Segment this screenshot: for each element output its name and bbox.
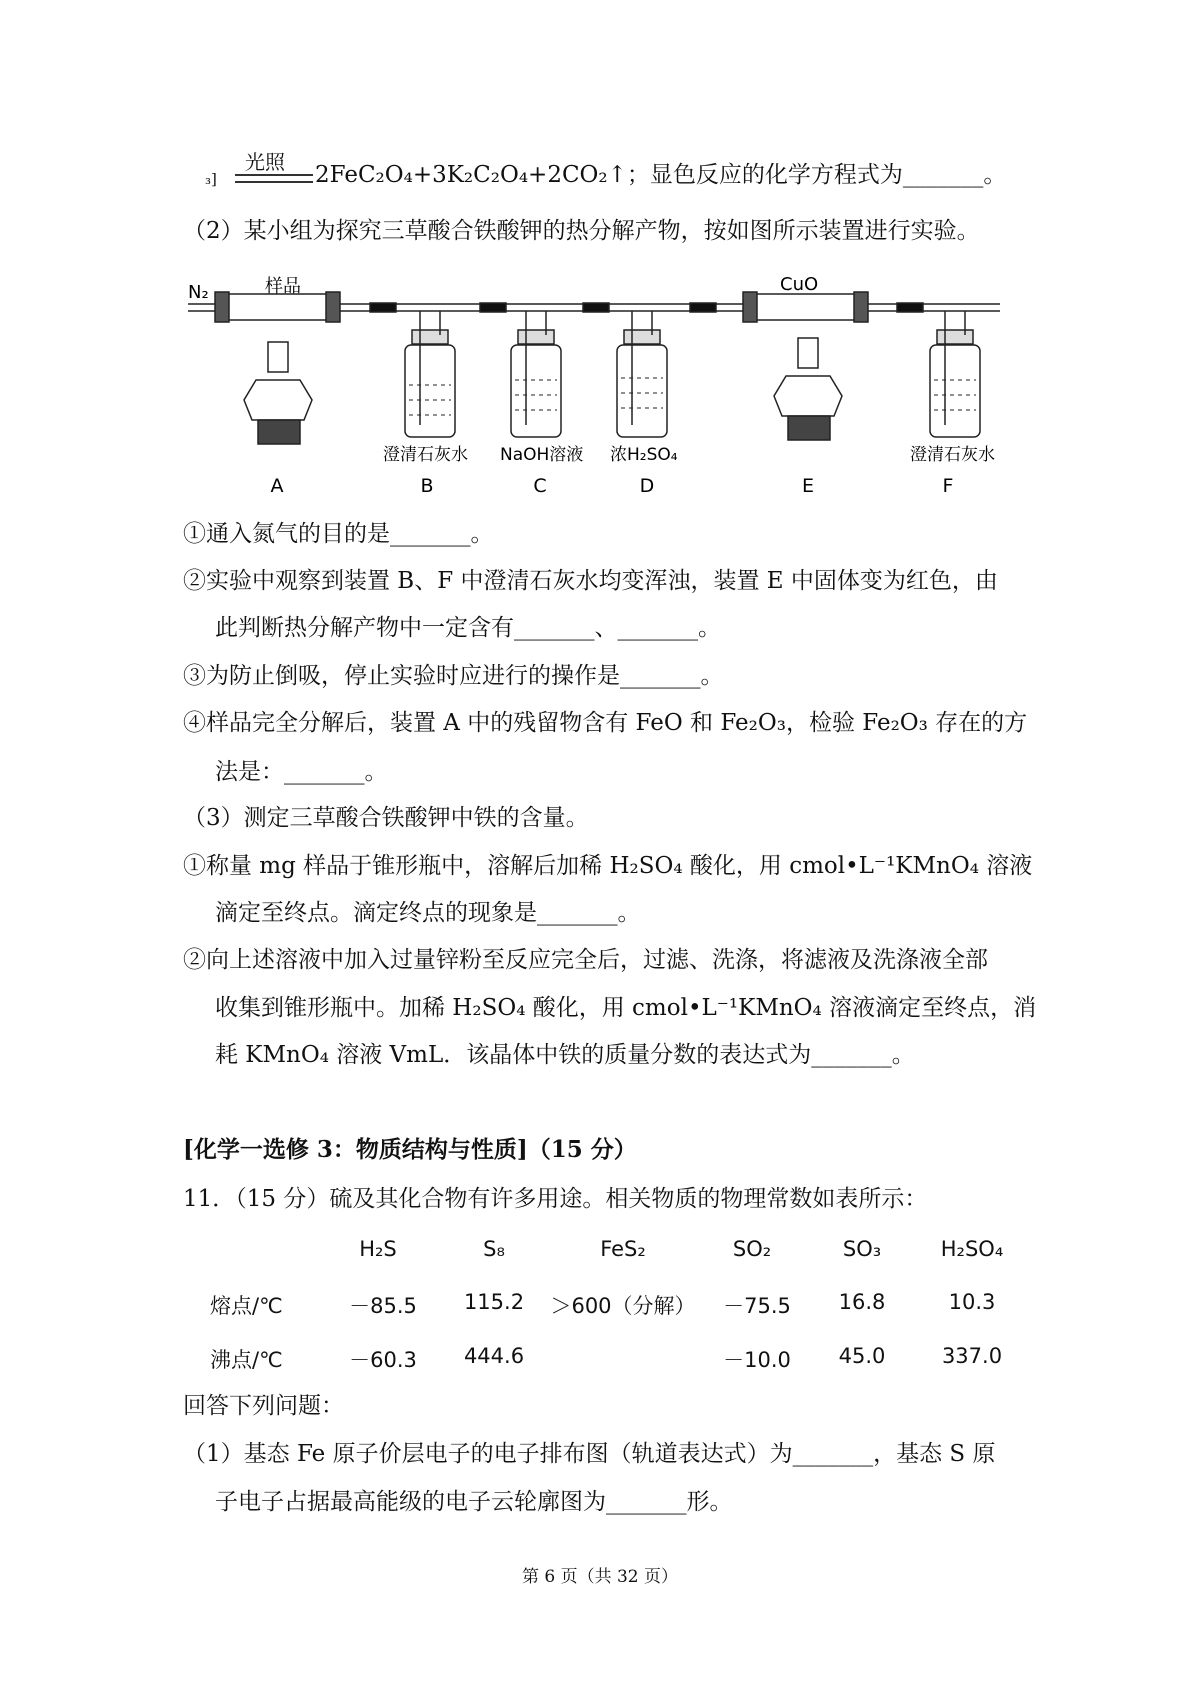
bottles	[405, 330, 980, 437]
letter-a: A	[270, 475, 284, 497]
burner-e	[774, 338, 842, 440]
subquestion-1a: （1）基态 Fe 原子价层电子的电子排布图（轨道表达式）为_______，基态 S 原	[183, 1441, 996, 1467]
burner-a	[244, 342, 312, 444]
question-3: ③为防止倒吸，停止实验时应进行的操作是_______。	[183, 663, 724, 689]
subquestion-1b: 子电子占据最高能级的电子云轮廓图为_______形。	[215, 1489, 733, 1515]
letter-c: C	[533, 475, 547, 497]
apparatus-diagram	[0, 0, 1200, 500]
table-cell: ＞600（分解）	[550, 1294, 696, 1318]
part3-intro: （3）测定三草酸合铁酸钾中铁的含量。	[183, 805, 589, 831]
letter-f: F	[942, 475, 954, 497]
table-cell: 16.8	[838, 1290, 886, 1314]
table-cell: －10.0	[723, 1348, 791, 1372]
table-cell: 10.3	[948, 1290, 996, 1314]
part3-q1b: 滴定至终点。滴定终点的现象是_______。	[215, 900, 641, 926]
bottle-label-d: 浓H₂SO₄	[610, 445, 678, 465]
table-header: S₈	[483, 1237, 505, 1261]
question-2a: ②实验中观察到装置 B、F 中澄清石灰水均变浑浊，装置 E 中固体变为红色，由	[183, 568, 998, 594]
bottle-label-b: 澄清石灰水	[383, 445, 468, 465]
table-header: H₂SO₄	[940, 1237, 1004, 1261]
letter-e: E	[801, 475, 815, 497]
table-header: SO₂	[732, 1237, 772, 1261]
letter-d: D	[639, 475, 655, 497]
part3-q2c: 耗 KMnO₄ 溶液 VmL．该晶体中铁的质量分数的表达式为_______。	[215, 1042, 915, 1068]
table-cell: －60.3	[349, 1348, 417, 1372]
part3-q2a: ②向上述溶液中加入过量锌粉至反应完全后，过滤、洗涤，将滤液及洗涤液全部	[183, 947, 988, 973]
part2-intro: （2）某小组为探究三草酸合铁酸钾的热分解产物，按如图所示装置进行实验。	[183, 218, 980, 244]
question-1: ①通入氮气的目的是_______。	[183, 521, 494, 547]
table-cell: －75.5	[723, 1294, 791, 1318]
question-4b: 法是：_______。	[215, 759, 388, 785]
question-2b: 此判断热分解产物中一定含有_______、_______。	[215, 615, 721, 641]
question-11: 11．（15 分）硫及其化合物有许多用途。相关物质的物理常数如表所示：	[183, 1186, 928, 1212]
part3-q2b: 收集到锥形瓶中。加稀 H₂SO₄ 酸化，用 cmol•L⁻¹KMnO₄ 溶液滴定至终点，消	[215, 995, 1037, 1021]
answer-prompt: 回答下列问题：	[183, 1393, 344, 1419]
table-cell: 337.0	[941, 1344, 1003, 1368]
table-header: FeS₂	[600, 1237, 646, 1261]
part3-q1a: ①称量 mg 样品于锥形瓶中，溶解后加稀 H₂SO₄ 酸化，用 cmol•L⁻¹KMnO₄ 溶液	[183, 853, 1033, 879]
table-header: H₂S	[359, 1237, 397, 1261]
table-cell: 45.0	[838, 1344, 886, 1368]
equation-condition: 光照	[245, 150, 285, 174]
bottle-label-f: 澄清石灰水	[910, 445, 995, 465]
table-cell: 115.2	[463, 1290, 525, 1314]
question-4a: ④样品完全分解后，装置 A 中的残留物含有 FeO 和 Fe₂O₃，检验 Fe₂O₃ 存在的方	[183, 710, 1028, 736]
section-heading: [化学一选修 3：物质结构与性质]（15 分）	[183, 1136, 637, 1163]
sample-label: 样品	[265, 276, 301, 297]
table-cell: －85.5	[349, 1294, 417, 1318]
equation-prefix: ₃]	[205, 170, 217, 188]
cuo-label: CuO	[780, 274, 819, 295]
equation-text: 2FeC₂O₄+3K₂C₂O₄+2CO₂↑；显色反应的化学方程式为_______。	[315, 162, 1007, 188]
table-cell: 444.6	[463, 1344, 525, 1368]
page-footer: 第 6 页（共 32 页）	[521, 1567, 679, 1587]
n2-label: N₂	[188, 282, 209, 303]
letter-b: B	[420, 475, 434, 497]
row-label: 沸点/℃	[210, 1348, 283, 1372]
row-label: 熔点/℃	[210, 1294, 283, 1318]
table-header: SO₃	[842, 1237, 882, 1261]
bottle-label-c: NaOH溶液	[500, 445, 584, 465]
